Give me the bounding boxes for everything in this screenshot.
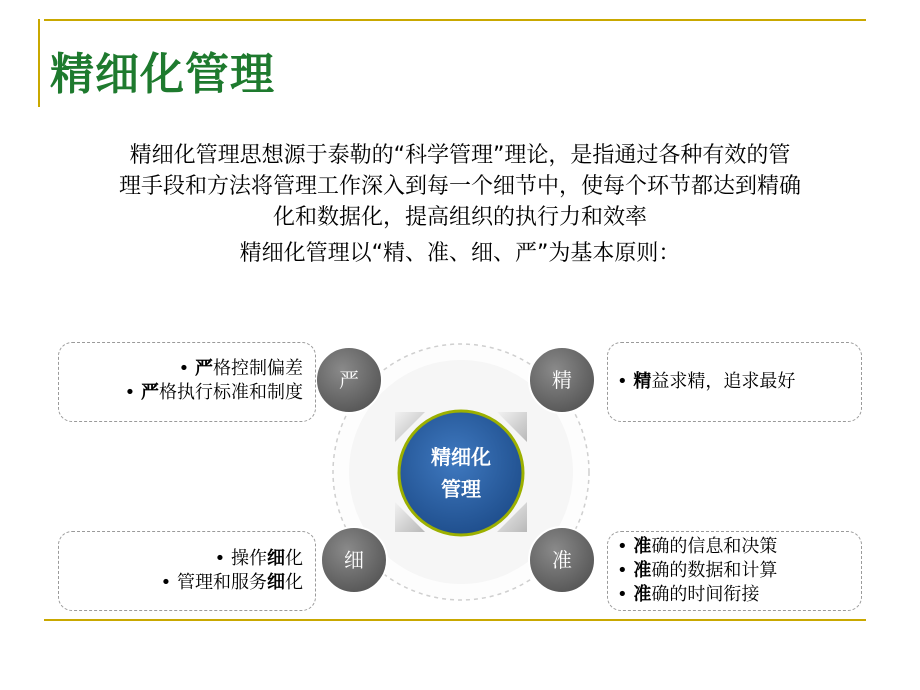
- intro-line-1: 精细化管理思想源于泰勒的“科学管理”理论，是指通过各种有效的管: [129, 143, 791, 168]
- list-item: • 准确的信息和决策: [617, 536, 778, 557]
- box-xi-text: [70, 547, 303, 595]
- page-title: 精细化管理: [50, 49, 275, 100]
- node-label-zhun: 准: [552, 548, 572, 572]
- principle-line: 精细化管理以“精、准、细、严”为基本原则：: [239, 241, 681, 266]
- list-item: • 操作细化: [214, 548, 303, 569]
- box-jing-text: [617, 370, 852, 394]
- center-label-line-1: 精细化: [431, 445, 491, 469]
- box-yan-text: [70, 357, 303, 405]
- list-item: • 严格执行标准和制度: [124, 382, 303, 403]
- intro-line-2: 理手段和方法将管理工作深入到每一个细节中，使每个环节都达到精确: [118, 174, 801, 199]
- node-label-jing: 精: [552, 368, 572, 392]
- center-circle: [399, 411, 523, 535]
- node-label-yan: 严: [339, 368, 359, 392]
- list-item: • 准确的时间衔接: [617, 584, 760, 605]
- list-item: • 严格控制偏差: [178, 358, 303, 379]
- list-item: • 精益求精，追求最好: [617, 371, 796, 392]
- center-label-line-2: 管理: [441, 477, 481, 501]
- intro-line-3: 化和数据化，提高组织的执行力和效率: [272, 205, 647, 230]
- node-label-xi: 细: [344, 548, 364, 572]
- list-item: • 管理和服务细化: [160, 572, 303, 593]
- box-zhun-text: [617, 535, 852, 607]
- list-item: • 准确的数据和计算: [617, 560, 778, 581]
